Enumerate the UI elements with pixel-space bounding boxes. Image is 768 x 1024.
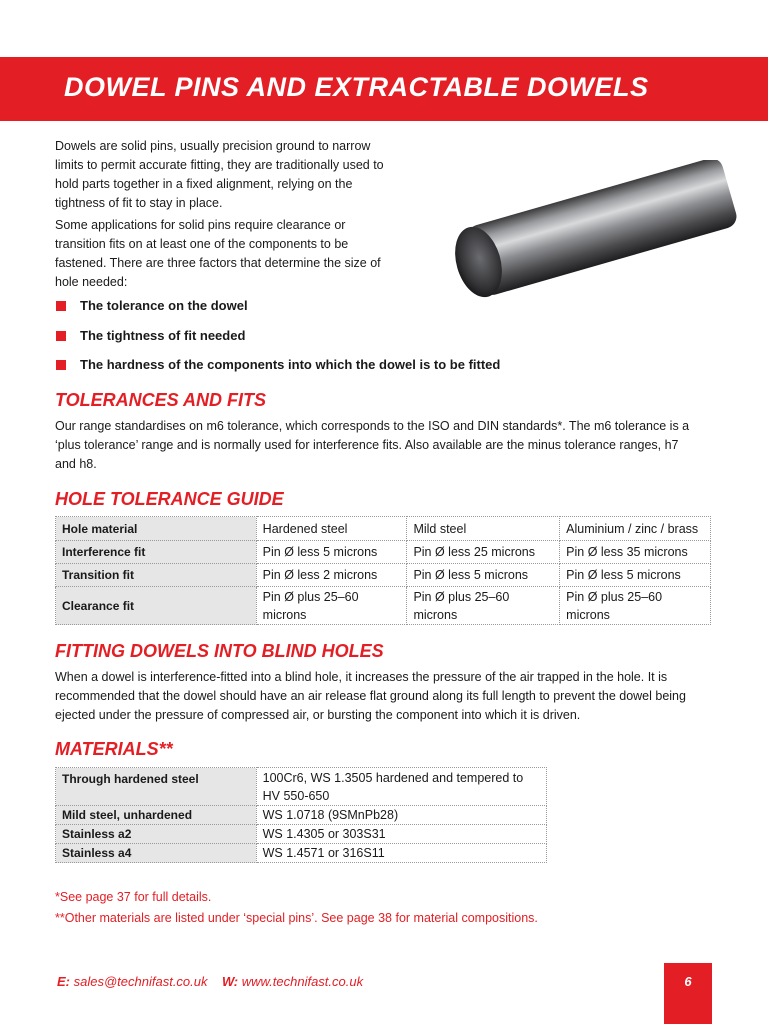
intro-paragraph-1: Dowels are solid pins, usually precision ground to narrow limits to permit accurate fitting, they are traditionally used to hold parts together in a fixed alignment, relying on the tightness of fit to stay in place.	[55, 139, 384, 210]
table-cell: 100Cr6, WS 1.3505 hardened and tempered to HV 550-650	[256, 768, 546, 806]
square-bullet-icon	[56, 331, 66, 341]
square-bullet-icon	[56, 360, 66, 370]
list-item: The hardness of the components into which the dowel is to be fitted	[56, 355, 746, 385]
table-cell: Pin Ø less 5 microns	[560, 564, 711, 587]
list-item: The tolerance on the dowel	[56, 296, 746, 326]
website-link[interactable]: www.technifast.co.uk	[241, 974, 364, 989]
email-link[interactable]: sales@technifast.co.uk	[73, 974, 208, 989]
table-cell: WS 1.4305 or 303S31	[256, 825, 546, 844]
title-banner	[0, 57, 768, 121]
table-row	[56, 587, 711, 625]
table-cell: Pin Ø less 35 microns	[560, 541, 711, 564]
intro-text	[55, 137, 395, 295]
intro-paragraph-2: Some applications for solid pins require clearance or transition fits on at least one of the components to be fastened. There are three factors that determine the size of hole needed:	[55, 218, 381, 289]
table-cell: Pin Ø plus 25–60 microns	[256, 587, 407, 625]
table-cell: Mild steel	[407, 517, 560, 541]
footnotes	[55, 887, 538, 929]
table-cell: Mild steel, unhardened	[56, 806, 257, 825]
table-cell: Transition fit	[56, 564, 257, 587]
table-cell: Pin Ø less 2 microns	[256, 564, 407, 587]
web-label: W:	[221, 974, 239, 989]
square-bullet-icon	[56, 301, 66, 311]
table-cell: Pin Ø less 25 microns	[407, 541, 560, 564]
table-cell: Hole material	[56, 517, 257, 541]
tolerances-heading: TOLERANCES AND FITS	[55, 390, 267, 410]
table-row	[56, 806, 547, 825]
table-row	[56, 825, 547, 844]
page-number: 6	[684, 974, 692, 989]
email-label: E:	[57, 974, 70, 989]
table-cell: WS 1.0718 (9SMnPb28)	[256, 806, 546, 825]
hole-tolerance-table	[55, 516, 711, 625]
materials-table	[55, 767, 547, 863]
table-cell: Stainless a4	[56, 844, 257, 863]
tolerances-text: Our range standardises on m6 tolerance, which corresponds to the ISO and DIN standards*. The m6 tolerance is a ‘plus tolerance’ range and is normally used for interference fits. Also available are the minus tolerance ranges, h7 and h8.	[55, 419, 690, 471]
table-cell: Pin Ø less 5 microns	[407, 564, 560, 587]
contact-footer	[57, 974, 363, 989]
materials-heading: MATERIALS**	[55, 739, 173, 759]
table-row	[56, 844, 547, 863]
hole-guide-heading: HOLE TOLERANCE GUIDE	[55, 489, 284, 509]
blind-holes-heading: FITTING DOWELS INTO BLIND HOLES	[55, 641, 384, 661]
table-cell: Aluminium / zinc / brass	[560, 517, 711, 541]
table-cell: Pin Ø plus 25–60 microns	[407, 587, 560, 625]
table-cell: Pin Ø less 5 microns	[256, 541, 407, 564]
factor-list	[56, 296, 746, 385]
table-cell: Stainless a2	[56, 825, 257, 844]
table-cell: Pin Ø plus 25–60 microns	[560, 587, 711, 625]
dowel-pin-image	[440, 160, 740, 300]
blind-holes-text: When a dowel is interference-fitted into a blind hole, it increases the pressure of the air trapped in the hole. It is recommended that the dowel should have an air release flat ground along its full length to prevent the dowel being ejected under the pressure of compressed air, or bursting the component into which it is driven.	[55, 670, 686, 722]
table-row	[56, 768, 547, 806]
page-number-box	[664, 963, 712, 1024]
table-cell: WS 1.4571 or 316S11	[256, 844, 546, 863]
footnote-1: *See page 37 for full details.	[55, 890, 212, 904]
page-title: DOWEL PINS AND EXTRACTABLE DOWELS	[64, 72, 649, 102]
table-cell: Interference fit	[56, 541, 257, 564]
table-cell: Clearance fit	[56, 587, 257, 625]
table-row	[56, 541, 711, 564]
table-row	[56, 564, 711, 587]
list-item: The tightness of fit needed	[56, 326, 746, 356]
footnote-2: **Other materials are listed under ‘special pins’. See page 38 for material compositions.	[55, 911, 538, 925]
table-cell: Hardened steel	[256, 517, 407, 541]
table-header-row	[56, 517, 711, 541]
table-cell: Through hardened steel	[56, 768, 257, 806]
